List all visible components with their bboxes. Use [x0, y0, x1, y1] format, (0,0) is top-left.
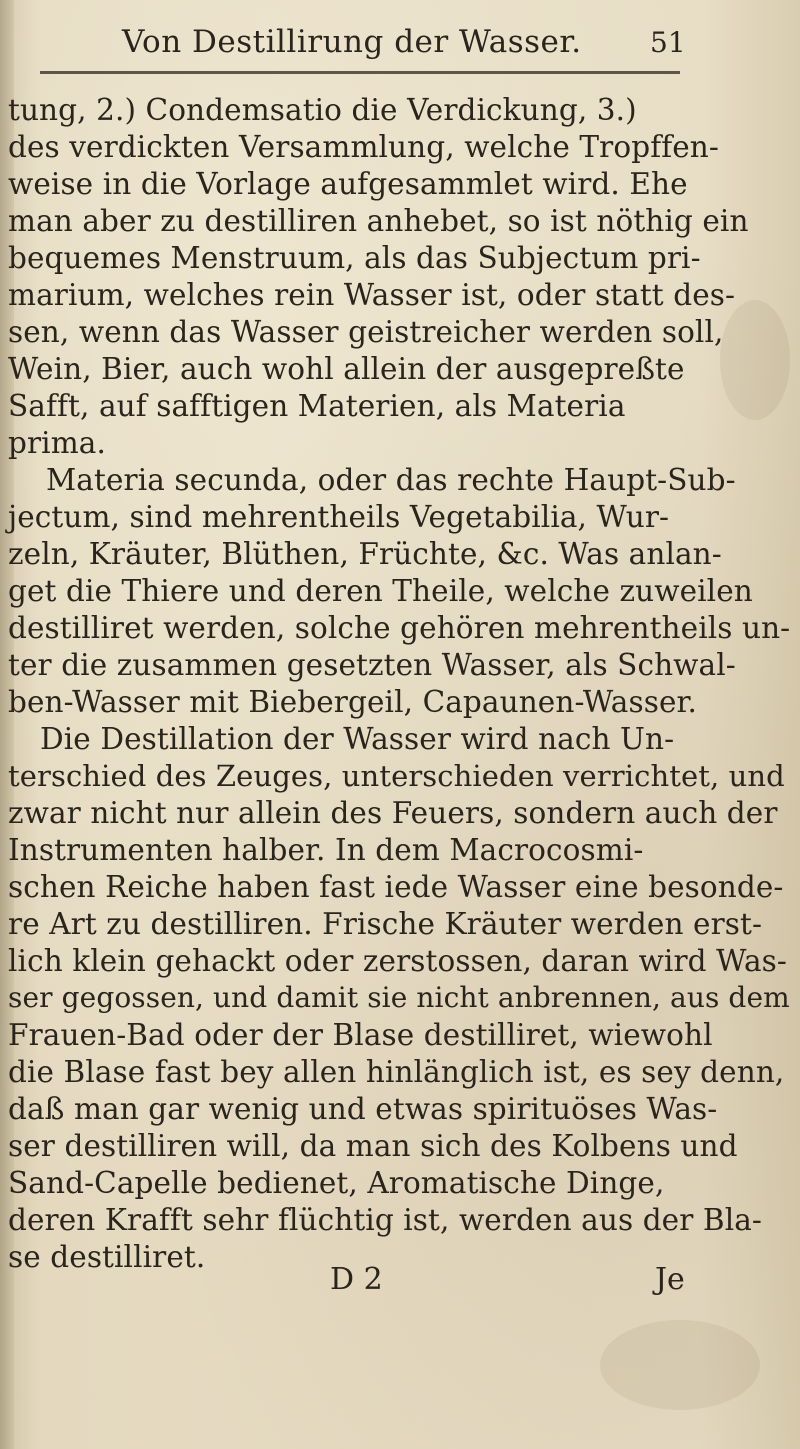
text-line: schen Reiche haben fast iede Wasser eine besonde- [8, 870, 784, 904]
text-line: Instrumenten halber. In dem Macrocosmi- [8, 833, 644, 867]
text-line: ben-Wasser mit Biebergeil, Capaunen-Wasser. [8, 685, 697, 719]
text-line: get die Thiere und deren Theile, welche zuweilen [8, 574, 753, 608]
text-line: lich klein gehackt oder zerstossen, daran wird Was- [8, 944, 787, 978]
text-line: Materia secunda, oder das rechte Haupt-Sub- [46, 463, 736, 497]
text-line: zwar nicht nur allein des Feuers, sondern auch der [8, 796, 778, 830]
text-line: ser destilliren will, da man sich des Kolbens und [8, 1129, 738, 1163]
text-line: Sand-Capelle bedienet, Aromatische Dinge, [8, 1166, 665, 1200]
text-line: destilliret werden, solche gehören mehrentheils un- [8, 611, 791, 645]
catchword: Je [655, 1262, 685, 1297]
text-line: tung, 2.) Condemsatio die Verdickung, 3.) [8, 93, 637, 127]
page-footer [0, 1262, 800, 1312]
text-line: deren Krafft sehr flüchtig ist, werden aus der Bla- [8, 1203, 762, 1237]
text-line: man aber zu destilliren anhebet, so ist nöthig ein [8, 204, 749, 238]
page-header [60, 18, 700, 68]
text-line: sen, wenn das Wasser geistreicher werden soll, [8, 315, 724, 349]
text-line: prima. [8, 426, 106, 460]
text-line: marium, welches rein Wasser ist, oder statt des- [8, 278, 736, 312]
text-line: bequemes Menstruum, als das Subjectum pri- [8, 241, 701, 275]
text-line: ser gegossen, und damit sie nicht anbrennen, aus dem [8, 981, 790, 1014]
paper-stain [600, 1320, 760, 1410]
text-line: Frauen-Bad oder der Blase destilliret, wiewohl [8, 1018, 713, 1052]
running-title: Von Destillirung der Wasser. [122, 24, 582, 60]
header-rule [40, 71, 680, 74]
text-line: Wein, Bier, auch wohl allein der ausgepreßte [8, 352, 685, 386]
text-line: des verdickten Versammlung, welche Tropffen- [8, 130, 719, 164]
signature-mark: D 2 [330, 1262, 383, 1297]
text-line: terschied des Zeuges, unterschieden verrichtet, und [8, 759, 785, 793]
text-line: weise in die Vorlage aufgesammlet wird. Ehe [8, 167, 688, 201]
text-line: ter die zusammen gesetzten Wasser, als Schwal- [8, 648, 736, 682]
text-line: Die Destillation der Wasser wird nach Un- [40, 722, 675, 756]
page-number: 51 [650, 26, 686, 59]
text-line: die Blase fast bey allen hinlänglich ist, es sey denn, [8, 1055, 785, 1089]
paper-stain [720, 300, 790, 420]
text-line: zeln, Kräuter, Blüthen, Früchte, &c. Was anlan- [8, 537, 722, 571]
text-line: se destilliret. [8, 1240, 206, 1274]
text-line: daß man gar wenig und etwas spirituöses Was- [8, 1092, 718, 1126]
text-line: Safft, auf safftigen Materien, als Materia [8, 389, 626, 423]
text-line: re Art zu destilliren. Frische Kräuter werden erst- [8, 907, 763, 941]
text-line: jectum, sind mehrentheils Vegetabilia, Wur- [8, 500, 670, 534]
